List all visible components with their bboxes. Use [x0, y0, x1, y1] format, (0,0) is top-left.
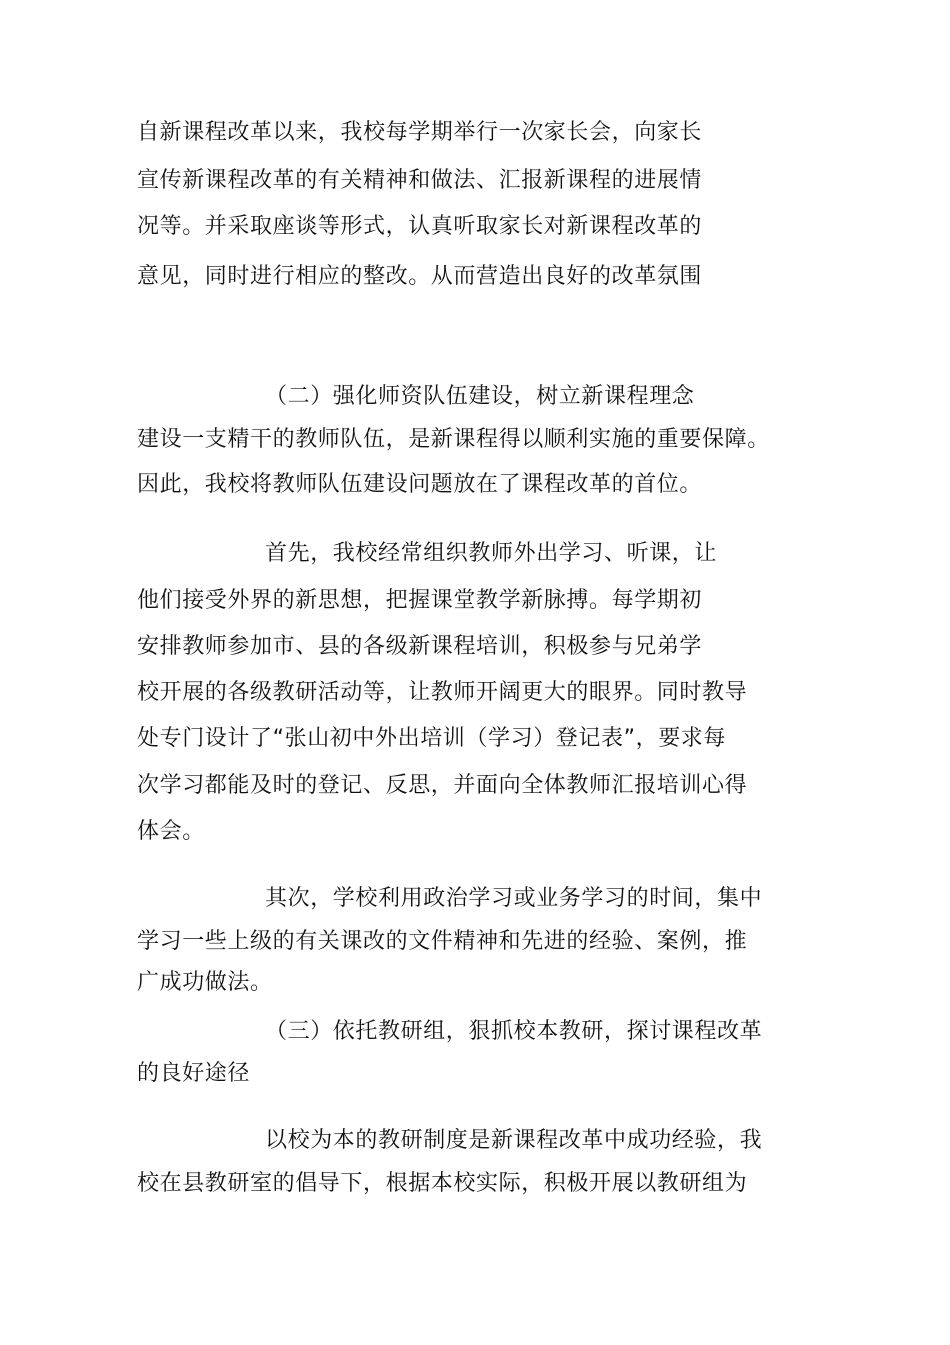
paragraph-line: 建设一支精干的教师队伍，是新课程得以顺利实施的重要保障。 — [137, 427, 770, 452]
paragraph-line: 处专门设计了“张山初中外出培训（学习）登记表”，要求每 — [137, 726, 726, 751]
paragraph-line: 意见，同时进行相应的整改。从而营造出良好的改革氛围 — [137, 264, 703, 289]
section-heading: 的良好途径 — [137, 1061, 251, 1086]
paragraph-line: 因此，我校将教师队伍建设问题放在了课程改革的首位。 — [137, 472, 703, 497]
paragraph-line: 他们接受外界的新思想，把握课堂教学新脉搏。每学期初 — [137, 588, 703, 613]
section-heading: （三）依托教研组，狠抓校本教研，探讨课程改革 — [265, 1019, 763, 1044]
paragraph-line: 安排教师参加市、县的各级新课程培训，积极参与兄弟学 — [137, 634, 703, 659]
section-heading: （二）强化师资队伍建设，树立新课程理念 — [265, 384, 695, 409]
paragraph-line: 校开展的各级教研活动等，让教师开阔更大的眼界。同时教导 — [137, 680, 748, 705]
paragraph-line: 校在县教研室的倡导下，根据本校实际，积极开展以教研组为 — [137, 1171, 748, 1196]
paragraph-line: 学习一些上级的有关课改的文件精神和先进的经验、案例，推 — [137, 929, 748, 954]
paragraph-line: 次学习都能及时的登记、反思，并面向全体教师汇报培训心得 — [137, 773, 748, 798]
paragraph-line: 况等。并采取座谈等形式，认真听取家长对新课程改革的 — [137, 214, 703, 239]
paragraph-line: 体会。 — [137, 819, 205, 844]
paragraph-line: 其次，学校利用政治学习或业务学习的时间，集中 — [265, 886, 763, 911]
paragraph-line: 宣传新课程改革的有关精神和做法、汇报新课程的进展情 — [137, 168, 703, 193]
paragraph-line: 广成功做法。 — [137, 970, 273, 995]
paragraph-line: 自新课程改革以来，我校每学期举行一次家长会，向家长 — [137, 120, 703, 145]
paragraph-line: 以校为本的教研制度是新课程改革中成功经验，我 — [265, 1128, 763, 1153]
paragraph-line: 首先，我校经常组织教师外出学习、听课，让 — [265, 541, 718, 566]
